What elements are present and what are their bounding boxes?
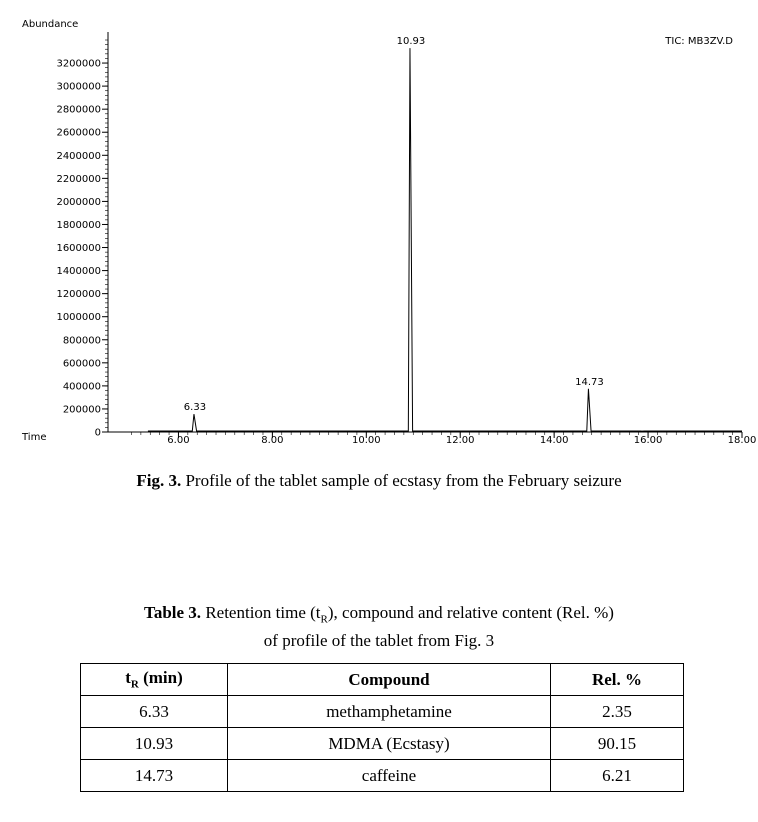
- figure-caption-text: Profile of the tablet sample of ecstasy from the February seizure: [185, 471, 622, 490]
- x-tick-label: 6.00: [167, 435, 190, 446]
- header-t: t: [125, 668, 131, 688]
- y-tick-label: 1600000: [56, 243, 101, 255]
- x-axis-title: Time: [22, 432, 47, 443]
- header-t-unit: (min): [138, 668, 183, 688]
- y-tick-label: 600000: [62, 358, 101, 370]
- table-row: [81, 760, 684, 792]
- y-tick-label: 0: [94, 427, 101, 439]
- header-rel: Rel. %: [551, 664, 684, 696]
- table-caption-line2: of profile of the tablet from Fig. 3: [263, 631, 495, 651]
- header-compound: Compound: [228, 664, 551, 696]
- cell-rel: 6.21: [551, 760, 684, 792]
- table-header-row: [81, 664, 684, 696]
- header-t-sub: R: [130, 678, 139, 691]
- y-tick-label: 2800000: [56, 104, 101, 116]
- cell-time: 6.33: [81, 696, 228, 728]
- trace: [148, 48, 742, 431]
- y-tick-label: 2200000: [56, 173, 101, 185]
- y-tick-label: 200000: [62, 404, 101, 416]
- y-tick-label: 1200000: [56, 289, 101, 301]
- table-caption: [0, 602, 758, 652]
- figure-label: Fig. 3.: [136, 471, 182, 490]
- x-tick-label: 10.00: [351, 435, 381, 446]
- y-tick-label: 1400000: [56, 266, 101, 278]
- x-ticks: [131, 432, 756, 446]
- peak-labels: [184, 36, 604, 413]
- x-tick-label: 8.00: [261, 435, 284, 446]
- x-tick-label: 12.00: [445, 435, 475, 446]
- y-tick-label: 2600000: [56, 127, 101, 139]
- y-axis-title: Abundance: [22, 19, 79, 30]
- x-tick-label: 14.00: [539, 435, 569, 446]
- y-tick-label: 1000000: [56, 312, 101, 324]
- y-ticks: [56, 40, 108, 439]
- trace-line: [148, 48, 742, 431]
- results-table: [80, 663, 684, 792]
- x-tick-label: 18.00: [727, 435, 757, 446]
- cell-rel: 2.35: [551, 696, 684, 728]
- y-tick-label: 400000: [62, 381, 101, 393]
- cell-compound: caffeine: [228, 760, 551, 792]
- table-caption-sub: R: [320, 613, 328, 626]
- y-tick-label: 3200000: [56, 58, 101, 70]
- table-row: [81, 728, 684, 760]
- table-caption-part2: ), compound and relative content (Rel. %): [327, 603, 614, 622]
- peak-label: 10.93: [396, 36, 426, 48]
- figure-caption: [0, 470, 758, 492]
- cell-compound: methamphetamine: [228, 696, 551, 728]
- table-row: [81, 696, 684, 728]
- table-caption-part1: Retention time (t: [205, 603, 321, 622]
- peak-label: 14.73: [575, 376, 604, 388]
- cell-time: 10.93: [81, 728, 228, 760]
- peak-label: 6.33: [183, 402, 207, 414]
- chart-header-right: TIC: MB3ZV.D: [665, 36, 733, 47]
- table-label: Table 3.: [144, 603, 202, 622]
- y-tick-label: 1800000: [56, 219, 101, 231]
- y-tick-label: 800000: [62, 335, 101, 347]
- header-retention-time: [81, 664, 228, 696]
- axes: [108, 32, 742, 432]
- cell-time: 14.73: [81, 760, 228, 792]
- cell-compound: MDMA (Ecstasy): [228, 728, 551, 760]
- x-tick-label: 16.00: [633, 435, 663, 446]
- y-tick-label: 2400000: [56, 150, 101, 162]
- y-tick-label: 3000000: [56, 81, 101, 93]
- y-tick-label: 2000000: [56, 196, 101, 208]
- cell-rel: 90.15: [551, 728, 684, 760]
